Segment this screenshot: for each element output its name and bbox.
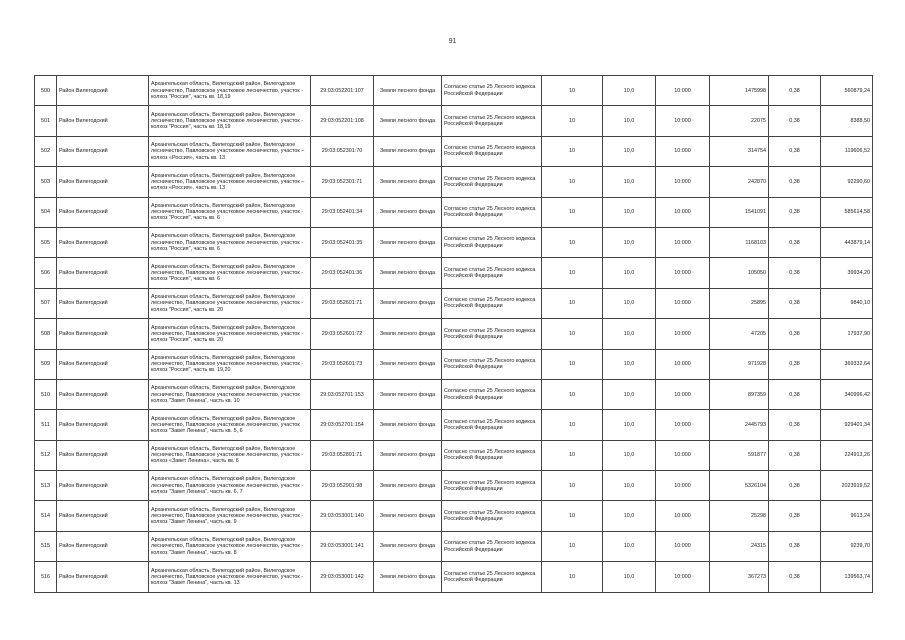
rate-cell: 0,38 — [769, 288, 821, 318]
rate-cell: 0,38 — [769, 197, 821, 227]
rate-cell: 0,38 — [769, 106, 821, 136]
value-cell: 10,0 — [603, 136, 656, 166]
area-cell: 25298 — [710, 501, 769, 531]
location-cell: Архангельская область, Вилегодский район, Вилегодское лесничество, Павловское участковое лесничество, участок - колхоз "Россия", часть кв. 19,20 — [149, 349, 311, 379]
cadastral-number-cell: 29:03:053001:140 — [311, 501, 374, 531]
area-cell: 5326104 — [710, 471, 769, 501]
rate-cell: 0,38 — [769, 440, 821, 470]
cadastral-number-cell: 29:03:052401:36 — [311, 258, 374, 288]
location-cell: Архангельская область, Вилегодский район, Вилегодское лесничество, Павловское участковое лесничество, участок - колхоз "Завет Ленина", часть кв. 13 — [149, 562, 311, 592]
total-cell: 119606,52 — [821, 136, 873, 166]
value-cell: 10,0 — [603, 227, 656, 257]
land-category-cell: Земли лесного фонда — [374, 501, 442, 531]
total-cell: 39934,20 — [821, 258, 873, 288]
value-cell: 10,0 — [603, 319, 656, 349]
value-cell: 10,0 — [603, 349, 656, 379]
district-cell: Район Вилегодский — [57, 319, 149, 349]
district-cell: Район Вилегодский — [57, 258, 149, 288]
total-cell: 9840,10 — [821, 288, 873, 318]
row-number-cell: 515 — [35, 531, 57, 561]
value-cell: 10:000 — [656, 136, 710, 166]
value-cell: 10:000 — [656, 379, 710, 409]
legal-basis-cell: Согласно статье 25 Лесного кодекса Российской Федерации — [442, 319, 542, 349]
land-category-cell: Земли лесного фонда — [374, 319, 442, 349]
value-cell: 10 — [542, 410, 603, 440]
page-number: 91 — [448, 38, 457, 45]
value-cell: 10 — [542, 440, 603, 470]
total-cell: 340996,42 — [821, 379, 873, 409]
area-cell: 897359 — [710, 379, 769, 409]
land-category-cell: Земли лесного фонда — [374, 227, 442, 257]
value-cell: 10 — [542, 288, 603, 318]
table-row — [35, 440, 873, 470]
land-category-cell: Земли лесного фонда — [374, 471, 442, 501]
total-cell: 929401,34 — [821, 410, 873, 440]
value-cell: 10 — [542, 258, 603, 288]
location-cell: Архангельская область, Вилегодский район, Вилегодское лесничество, Павловское участковое лесничество, участок - колхоз "Завет Ленина", часть кв. 9 — [149, 501, 311, 531]
district-cell: Район Вилегодский — [57, 106, 149, 136]
district-cell: Район Вилегодский — [57, 562, 149, 592]
value-cell: 10:000 — [656, 440, 710, 470]
total-cell: 585614,58 — [821, 197, 873, 227]
cadastral-number-cell: 29:03:052601:71 — [311, 288, 374, 318]
table-row — [35, 167, 873, 197]
value-cell: 10:000 — [656, 349, 710, 379]
table-row — [35, 531, 873, 561]
row-number-cell: 507 — [35, 288, 57, 318]
total-cell: 8388,50 — [821, 106, 873, 136]
value-cell: 10,0 — [603, 440, 656, 470]
district-cell: Район Вилегодский — [57, 531, 149, 561]
rate-cell: 0,38 — [769, 562, 821, 592]
location-cell: Архангельская область, Вилегодский район, Вилегодское лесничество, Павловское участковое лесничество, участок - колхоз "Завет Ленина", часть кв. 6, 7 — [149, 471, 311, 501]
legal-basis-cell: Согласно статье 25 Лесного кодекса Российской Федерации — [442, 379, 542, 409]
cadastral-number-cell: 29:03:053001:142 — [311, 562, 374, 592]
value-cell: 10 — [542, 349, 603, 379]
value-cell: 10 — [542, 136, 603, 166]
land-category-cell: Земли лесного фонда — [374, 288, 442, 318]
legal-basis-cell: Согласно статье 25 Лесного кодекса Российской Федерации — [442, 410, 542, 440]
cadastral-number-cell: 29:03:052701:154 — [311, 410, 374, 440]
land-category-cell: Земли лесного фонда — [374, 440, 442, 470]
area-cell: 591877 — [710, 440, 769, 470]
cadastral-number-cell: 29:03:052201:108 — [311, 106, 374, 136]
row-number-cell: 509 — [35, 349, 57, 379]
rate-cell: 0,38 — [769, 471, 821, 501]
table-row — [35, 258, 873, 288]
legal-basis-cell: Согласно статье 25 Лесного кодекса Российской Федерации — [442, 440, 542, 470]
table-row — [35, 471, 873, 501]
district-cell: Район Вилегодский — [57, 471, 149, 501]
table-row — [35, 227, 873, 257]
location-cell: Архангельская область, Вилегодский район, Вилегодское лесничество, Павловское участковое лесничество, участок – колхоз «Россия», часть кв. 13 — [149, 167, 311, 197]
location-cell: Архангельская область, Вилегодский район, Вилегодское лесничество, Павловское участковое лесничество, участок - колхоз "Россия", часть кв. 6 — [149, 227, 311, 257]
table-body — [35, 76, 873, 593]
rate-cell: 0,38 — [769, 76, 821, 106]
rate-cell: 0,38 — [769, 167, 821, 197]
location-cell: Архангельская область, Вилегодский район, Вилегодское лесничество, Павловское участковое лесничество, участок - колхоз "Россия", часть кв. 20 — [149, 288, 311, 318]
value-cell: 10:000 — [656, 288, 710, 318]
total-cell: 2023919,52 — [821, 471, 873, 501]
area-cell: 971928 — [710, 349, 769, 379]
row-number-cell: 503 — [35, 167, 57, 197]
table-row — [35, 379, 873, 409]
total-cell: 139563,74 — [821, 562, 873, 592]
value-cell: 10 — [542, 227, 603, 257]
value-cell: 10 — [542, 197, 603, 227]
table-row — [35, 319, 873, 349]
value-cell: 10,0 — [603, 501, 656, 531]
value-cell: 10 — [542, 562, 603, 592]
rate-cell: 0,38 — [769, 227, 821, 257]
total-cell: 9613,24 — [821, 501, 873, 531]
location-cell: Архангельская область, Вилегодский район, Вилегодское лесничество, Павловское участковое лесничество, участок - колхоз "Россия", часть кв. 20 — [149, 319, 311, 349]
area-cell: 314754 — [710, 136, 769, 166]
row-number-cell: 510 — [35, 379, 57, 409]
legal-basis-cell: Согласно статье 25 Лесного кодекса Российской Федерации — [442, 349, 542, 379]
district-cell: Район Вилегодский — [57, 288, 149, 318]
area-cell: 1541091 — [710, 197, 769, 227]
legal-basis-cell: Согласно статье 25 Лесного кодекса Российской Федерации — [442, 167, 542, 197]
value-cell: 10:000 — [656, 471, 710, 501]
value-cell: 10 — [542, 167, 603, 197]
value-cell: 10:000 — [656, 562, 710, 592]
location-cell: Архангельская область, Вилегодский район, Вилегодское лесничество, Павловское участковое лесничество, участок - колхоз "Россия", часть кв. 6 — [149, 197, 311, 227]
land-category-cell: Земли лесного фонда — [374, 349, 442, 379]
value-cell: 10,0 — [603, 410, 656, 440]
area-cell: 22075 — [710, 106, 769, 136]
legal-basis-cell: Согласно статье 25 Лесного кодекса Российской Федерации — [442, 288, 542, 318]
area-cell: 105050 — [710, 258, 769, 288]
value-cell: 10,0 — [603, 258, 656, 288]
cadastral-number-cell: 29:03:052901:98 — [311, 471, 374, 501]
legal-basis-cell: Согласно статье 25 Лесного кодекса Российской Федерации — [442, 562, 542, 592]
land-category-cell: Земли лесного фонда — [374, 531, 442, 561]
value-cell: 10:000 — [656, 167, 710, 197]
legal-basis-cell: Согласно статье 25 Лесного кодекса Российской Федерации — [442, 471, 542, 501]
land-category-cell: Земли лесного фонда — [374, 197, 442, 227]
location-cell: Архангельская область, Вилегодский район, Вилегодское лесничество, Павловское участковое лесничество, участок - колхоз "Завет Ленина", часть кв. 8 — [149, 531, 311, 561]
value-cell: 10:000 — [656, 106, 710, 136]
location-cell: Архангельская область, Вилегодский район, Вилегодское лесничество, Павловское участковое лесничество, участок – колхоз «Россия», часть кв. 13 — [149, 136, 311, 166]
cadastral-number-cell: 29:03:052201:107 — [311, 76, 374, 106]
value-cell: 10 — [542, 379, 603, 409]
table-row — [35, 410, 873, 440]
value-cell: 10:000 — [656, 197, 710, 227]
cadastral-number-cell: 29:03:052301:71 — [311, 167, 374, 197]
row-number-cell: 511 — [35, 410, 57, 440]
value-cell: 10,0 — [603, 379, 656, 409]
district-cell: Район Вилегодский — [57, 167, 149, 197]
value-cell: 10,0 — [603, 76, 656, 106]
land-category-cell: Земли лесного фонда — [374, 167, 442, 197]
row-number-cell: 501 — [35, 106, 57, 136]
total-cell: 560879,24 — [821, 76, 873, 106]
land-category-cell: Земли лесного фонда — [374, 410, 442, 440]
district-cell: Район Вилегодский — [57, 76, 149, 106]
rate-cell: 0,38 — [769, 379, 821, 409]
cadastral-number-cell: 29:03:052401:35 — [311, 227, 374, 257]
value-cell: 10,0 — [603, 471, 656, 501]
rate-cell: 0,38 — [769, 319, 821, 349]
legal-basis-cell: Согласно статье 25 Лесного кодекса Российской Федерации — [442, 227, 542, 257]
row-number-cell: 505 — [35, 227, 57, 257]
value-cell: 10,0 — [603, 562, 656, 592]
legal-basis-cell: Согласно статье 25 Лесного кодекса Российской Федерации — [442, 76, 542, 106]
value-cell: 10 — [542, 531, 603, 561]
area-cell: 367273 — [710, 562, 769, 592]
row-number-cell: 512 — [35, 440, 57, 470]
value-cell: 10:000 — [656, 410, 710, 440]
value-cell: 10:000 — [656, 227, 710, 257]
total-cell: 92290,60 — [821, 167, 873, 197]
cadastral-number-cell: 29:03:052401:34 — [311, 197, 374, 227]
value-cell: 10 — [542, 501, 603, 531]
table-row — [35, 76, 873, 106]
row-number-cell: 504 — [35, 197, 57, 227]
cadastral-number-cell: 29:03:052601:72 — [311, 319, 374, 349]
land-category-cell: Земли лесного фонда — [374, 136, 442, 166]
rate-cell: 0,38 — [769, 258, 821, 288]
total-cell: 224913,26 — [821, 440, 873, 470]
location-cell: Архангельская область, Вилегодский район, Вилегодское лесничество, Павловское участковое лесничество, участок - колхоз "Россия", часть кв. 18,19 — [149, 106, 311, 136]
cadastral-number-cell: 29:03:052301:70 — [311, 136, 374, 166]
value-cell: 10:000 — [656, 501, 710, 531]
table-row — [35, 349, 873, 379]
area-cell: 47205 — [710, 319, 769, 349]
land-category-cell: Земли лесного фонда — [374, 379, 442, 409]
rate-cell: 0,38 — [769, 410, 821, 440]
row-number-cell: 508 — [35, 319, 57, 349]
value-cell: 10,0 — [603, 531, 656, 561]
total-cell: 9239,70 — [821, 531, 873, 561]
area-cell: 1168103 — [710, 227, 769, 257]
district-cell: Район Вилегодский — [57, 501, 149, 531]
land-plots-table — [34, 75, 873, 593]
row-number-cell: 516 — [35, 562, 57, 592]
legal-basis-cell: Согласно статье 25 Лесного кодекса Российской Федерации — [442, 258, 542, 288]
row-number-cell: 513 — [35, 471, 57, 501]
value-cell: 10 — [542, 319, 603, 349]
land-category-cell: Земли лесного фонда — [374, 562, 442, 592]
value-cell: 10:000 — [656, 319, 710, 349]
district-cell: Район Вилегодский — [57, 349, 149, 379]
value-cell: 10:000 — [656, 258, 710, 288]
land-category-cell: Земли лесного фонда — [374, 106, 442, 136]
location-cell: Архангельская область, Вилегодский район, Вилегодское лесничество, Павловское участковое лесничество, участок - колхоз "Россия", часть кв. 6 — [149, 258, 311, 288]
legal-basis-cell: Согласно статье 25 Лесного кодекса Российской Федерации — [442, 501, 542, 531]
value-cell: 10 — [542, 106, 603, 136]
legal-basis-cell: Согласно статье 25 Лесного кодекса Российской Федерации — [442, 106, 542, 136]
district-cell: Район Вилегодский — [57, 410, 149, 440]
legal-basis-cell: Согласно статье 25 Лесного кодекса Российской Федерации — [442, 197, 542, 227]
rate-cell: 0,38 — [769, 136, 821, 166]
value-cell: 10:000 — [656, 76, 710, 106]
total-cell: 443879,14 — [821, 227, 873, 257]
value-cell: 10 — [542, 76, 603, 106]
value-cell: 10,0 — [603, 288, 656, 318]
cadastral-number-cell: 29:03:052601:73 — [311, 349, 374, 379]
value-cell: 10:000 — [656, 531, 710, 561]
district-cell: Район Вилегодский — [57, 227, 149, 257]
district-cell: Район Вилегодский — [57, 197, 149, 227]
district-cell: Район Вилегодский — [57, 379, 149, 409]
table-row — [35, 501, 873, 531]
land-category-cell: Земли лесного фонда — [374, 258, 442, 288]
land-category-cell: Земли лесного фонда — [374, 76, 442, 106]
rate-cell: 0,38 — [769, 349, 821, 379]
area-cell: 242870 — [710, 167, 769, 197]
table-row — [35, 562, 873, 592]
rate-cell: 0,38 — [769, 531, 821, 561]
table-row — [35, 106, 873, 136]
area-cell: 2445793 — [710, 410, 769, 440]
cadastral-number-cell: 29:03:052701:153 — [311, 379, 374, 409]
row-number-cell: 506 — [35, 258, 57, 288]
area-cell: 25895 — [710, 288, 769, 318]
total-cell: 369332,64 — [821, 349, 873, 379]
district-cell: Район Вилегодский — [57, 136, 149, 166]
value-cell: 10,0 — [603, 167, 656, 197]
row-number-cell: 514 — [35, 501, 57, 531]
row-number-cell: 500 — [35, 76, 57, 106]
value-cell: 10,0 — [603, 106, 656, 136]
table-row — [35, 197, 873, 227]
table-row — [35, 136, 873, 166]
district-cell: Район Вилегодский — [57, 440, 149, 470]
location-cell: Архангельская область, Вилегодский район, Вилегодское лесничество, Павловское участковое лесничество, участок - колхоз "Россия", часть кв. 18,19 — [149, 76, 311, 106]
location-cell: Архангельская область, Вилегодский район, Вилегодское лесничество, Павловское участковое лесничество, участок колхоз "Завет Ленина", часть кв. 5, 6 — [149, 410, 311, 440]
area-cell: 1475998 — [710, 76, 769, 106]
value-cell: 10 — [542, 471, 603, 501]
area-cell: 24315 — [710, 531, 769, 561]
total-cell: 17937,90 — [821, 319, 873, 349]
table-row — [35, 288, 873, 318]
location-cell: Архангельская область, Вилегодский район, Вилегодское лесничество, Павловское участковое лесничество, участок колхоз "Завет Ленина", часть кв. 10 — [149, 379, 311, 409]
row-number-cell: 502 — [35, 136, 57, 166]
legal-basis-cell: Согласно статье 25 Лесного кодекса Российской Федерации — [442, 531, 542, 561]
legal-basis-cell: Согласно статье 25 Лесного кодекса Российской Федерации — [442, 136, 542, 166]
rate-cell: 0,38 — [769, 501, 821, 531]
cadastral-number-cell: 29:03:053001:141 — [311, 531, 374, 561]
location-cell: Архангельская область, Вилегодский район, Вилегодское лесничество, Павловское участковое лесничество, участок - колхоз «Завет Ленина», часть кв. 6 — [149, 440, 311, 470]
cadastral-number-cell: 29:03:052801:71 — [311, 440, 374, 470]
value-cell: 10,0 — [603, 197, 656, 227]
